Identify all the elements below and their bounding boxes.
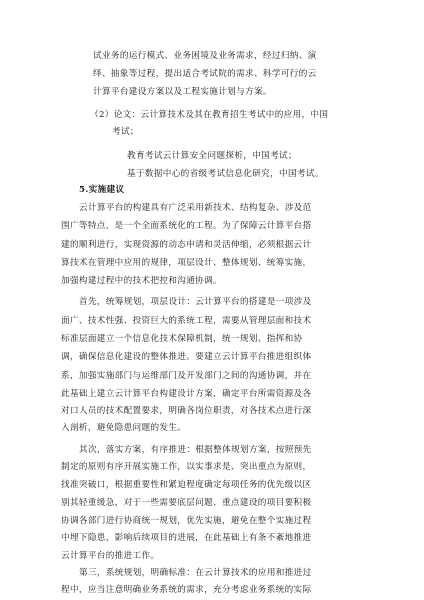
text-line: 考试； <box>112 127 139 137</box>
text-line: 对口人员的技术配置要求，明确各岗位职责，对各技术点进行深 <box>61 405 312 416</box>
text-line: 制定的原则有序开展实施工作，以实事求是、突出重点为原则， <box>61 461 312 472</box>
text-line: 中埋下隐患，影响后续项目的进展，在此基础上有条不紊地推进 <box>61 533 312 544</box>
text-line: 云计算平台的构建具有广泛采用新技术、结构复杂、涉及范 <box>79 203 312 214</box>
text-line: 系，加强实施部门与运维部门及开发部门之间的沟通协调，并在 <box>61 370 312 381</box>
text-line: 标准层面建立一个信息化技术保障机制，统一规划、指挥和协 <box>61 334 303 345</box>
text-line: 调，确保信息化建设的整体推进。要建立云计算平台推进组织体 <box>61 352 312 363</box>
text-line: 入剖析，避免隐患问题的发生。 <box>61 423 187 433</box>
text-line: 找准突破口，根据重要性和紧迫程度确定每项任务的优先级以区 <box>61 480 312 490</box>
section-heading: 5.实施建议 <box>79 185 125 195</box>
text-line: 基于数据中心的省级考试信息化研究，中国考试。 <box>127 168 324 179</box>
text-line: 云计算平台的推进工作。 <box>61 550 160 561</box>
text-line: 面广、技术性强、投资巨大的系统工程，需要从管理层面和技术 <box>61 316 312 327</box>
text-line: 程中，应当注意明确业务系统的需求，充分考虑业务系统的实际 <box>61 585 312 595</box>
text-line: 试业务的运行模式、业务困境及业务需求，经过归纳、演 <box>93 51 317 61</box>
text-line: （2）论文：云计算技术及其在教育招生考试中的应用，中国 <box>90 109 329 120</box>
text-line: 其次，落实方案，有序推进：根据整体规划方案，按照预先 <box>79 444 312 455</box>
text-line: 首先，统筹规划，项层设计：云计算平台的搭建是一项涉及 <box>79 297 312 308</box>
text-line: 协调各部门进行协商统一规划，优先实施，避免在整个实施过程 <box>61 516 312 527</box>
text-line: 第三，系统规划，明确标准：在云计算技术的应用和推进过 <box>79 567 312 578</box>
text-line: 建的顺利进行，实现资源的动态申请和灵活伸缩，必须根据云计 <box>61 240 312 251</box>
text-line: 加强构建过程中的技术把控和沟通协调。 <box>61 276 222 287</box>
text-line: 围广等特点，是一个全面系统化的工程。为了保障云计算平台搭 <box>61 221 312 232</box>
text-line: 绎、抽象等过程，提出适合考试院的需求、科学可行的云 <box>93 69 317 80</box>
text-line: 计算平台建设方案以及工程实施计划与方案。 <box>93 87 272 98</box>
text-line: 教育考试云计算安全问题探析，中国考试； <box>127 150 297 161</box>
text-line: 别其轻重缓急，对于一些需要底层问题、重点建设的项目要积极 <box>61 498 312 509</box>
text-line: 此基础上建立云计算平台构建设计方案，确定平台所需资源及各 <box>61 388 312 399</box>
text-line: 算技术在管理中应用的规律，项层设计、整体规划、统筹实施， <box>61 258 312 269</box>
